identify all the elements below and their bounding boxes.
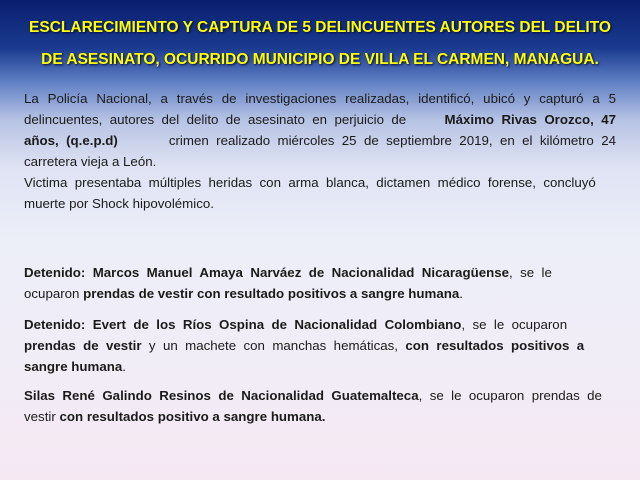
- intro-line-2-text: delincuentes, autores del delito de asesinato en perjuicio de: [24, 112, 407, 127]
- detainee-3-line-2: vestir con resultados positivo a sangre humana.: [24, 409, 326, 424]
- intro-line-1-word: ubicó: [483, 91, 515, 106]
- detainee-1-line-1: Detenido: Marcos Manuel Amaya Narváez de Nacionalidad Nicaragüense, se le: [24, 265, 552, 280]
- detainee-1-line-2: ocuparon prendas de vestir con resultado positivos a sangre humana.: [24, 286, 463, 301]
- intro-line-1-word: capturó: [539, 91, 584, 106]
- detainee-3-paragraph: [24, 385, 616, 427]
- intro-line-1-word: Policía: [47, 91, 88, 106]
- intro-line-1-word: de: [221, 91, 237, 106]
- intro-line-4: carretera vieja a León.: [24, 154, 157, 169]
- detainee-1-paragraph: [24, 262, 616, 304]
- detainee-2-line-2: prendas de vestir y un machete con manchas hemáticas, con resultados positivos a: [24, 338, 585, 353]
- intro-line-3-text: crimen realizado miércoles 25 de septiembre 2019, en el kilómetro 24: [168, 133, 616, 148]
- intro-line-3: [24, 130, 616, 151]
- detainee-2-line-3: sangre humana.: [24, 359, 126, 374]
- intro-line-1-word: identificó,: [418, 91, 475, 106]
- detainee-3-line-1: Silas René Galindo Resinos de Nacionalidad Guatemalteca, se le ocuparon prendas de: [24, 388, 602, 403]
- intro-line-1-word: La: [24, 91, 39, 106]
- victim-age: años, (q.e.p.d): [24, 133, 118, 148]
- intro-line-6: muerte por Shock hipovolémico.: [24, 196, 214, 211]
- intro-line-1-word: través: [176, 91, 213, 106]
- intro-line-1-word: realizadas,: [345, 91, 410, 106]
- intro-line-1-word: a: [592, 91, 600, 106]
- headline-line-1: ESCLARECIMIENTO Y CAPTURA DE 5 DELINCUENTES AUTORES DEL DELITO: [29, 19, 611, 36]
- headline-line-2: DE ASESINATO, OCURRIDO MUNICIPIO DE VILLA EL CARMEN, MANAGUA.: [41, 51, 599, 68]
- intro-line-1-word: investigaciones: [245, 91, 337, 106]
- intro-line-1-word: 5: [608, 91, 616, 106]
- intro-line-1-word: Nacional,: [96, 91, 152, 106]
- victim-name: Máximo Rivas Orozco, 47: [444, 112, 616, 127]
- intro-paragraph: [24, 88, 616, 214]
- intro-line-5: Victima presentaba múltiples heridas con arma blanca, dictamen médico forense, concluyó: [24, 175, 596, 190]
- detainee-2-paragraph: [24, 314, 616, 377]
- detainee-2-line-1: Detenido: Evert de los Ríos Ospina de Nacionalidad Colombiano, se le ocuparon: [24, 317, 568, 332]
- intro-line-1-word: y: [523, 91, 531, 106]
- intro-line-1: [24, 88, 616, 109]
- intro-line-2: [24, 109, 616, 130]
- intro-line-1-word: a: [160, 91, 168, 106]
